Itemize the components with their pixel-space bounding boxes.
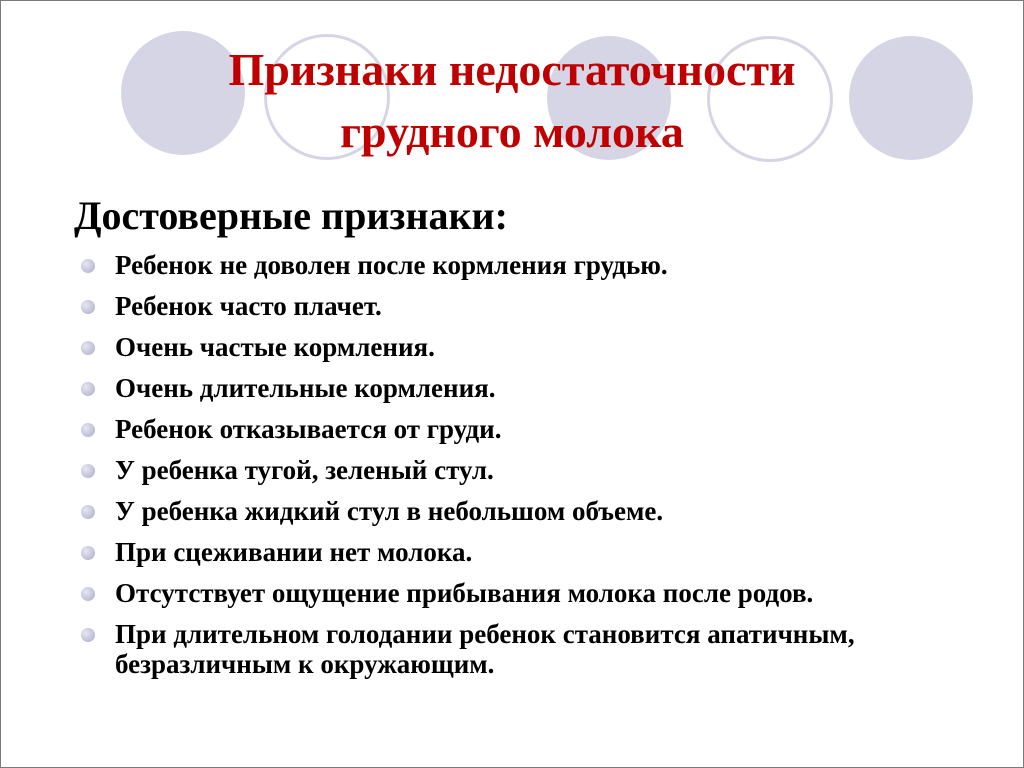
bullet-icon bbox=[81, 587, 95, 601]
bullet-icon bbox=[81, 546, 95, 560]
bullet-icon bbox=[81, 382, 95, 396]
list-item-text: Очень длительные кормления. bbox=[115, 373, 496, 403]
list-item bbox=[79, 619, 919, 679]
bullet-icon bbox=[81, 423, 95, 437]
title-line-1: Признаки недостаточности bbox=[228, 44, 796, 95]
list-item-text: У ребенка тугой, зеленый стул. bbox=[115, 455, 494, 485]
list-item-text: Отсутствует ощущение прибывания молока после родов. bbox=[115, 578, 814, 608]
list-item bbox=[79, 578, 919, 608]
list-item bbox=[79, 496, 919, 526]
list-item bbox=[79, 291, 919, 321]
list-item-text: При длительном голодании ребенок становится апатичным, безразличным к окружающим. bbox=[115, 619, 855, 679]
bullet-icon bbox=[81, 505, 95, 519]
list-item-text: У ребенка жидкий стул в небольшом объеме. bbox=[115, 496, 664, 526]
bullet-icon bbox=[81, 464, 95, 478]
list-item bbox=[79, 373, 919, 403]
list-item bbox=[79, 455, 919, 485]
slide-title bbox=[1, 39, 1023, 163]
title-line-2: грудного молока bbox=[340, 106, 684, 157]
list-item-text: Ребенок не доволен после кормления грудью. bbox=[115, 250, 668, 280]
bullet-icon bbox=[81, 259, 95, 273]
list-item-text: При сцеживании нет молока. bbox=[115, 537, 473, 567]
section-heading: Достоверные признаки: bbox=[74, 193, 508, 238]
list-item bbox=[79, 537, 919, 567]
bullet-icon bbox=[81, 300, 95, 314]
bullet-icon bbox=[81, 341, 95, 355]
signs-list bbox=[79, 250, 919, 690]
list-item-text: Ребенок отказывается от груди. bbox=[115, 414, 502, 444]
list-item-text: Очень частые кормления. bbox=[115, 332, 435, 362]
list-item bbox=[79, 250, 919, 280]
list-item bbox=[79, 414, 919, 444]
list-item-text: Ребенок часто плачет. bbox=[115, 291, 382, 321]
list-item bbox=[79, 332, 919, 362]
bullet-icon bbox=[81, 628, 95, 642]
